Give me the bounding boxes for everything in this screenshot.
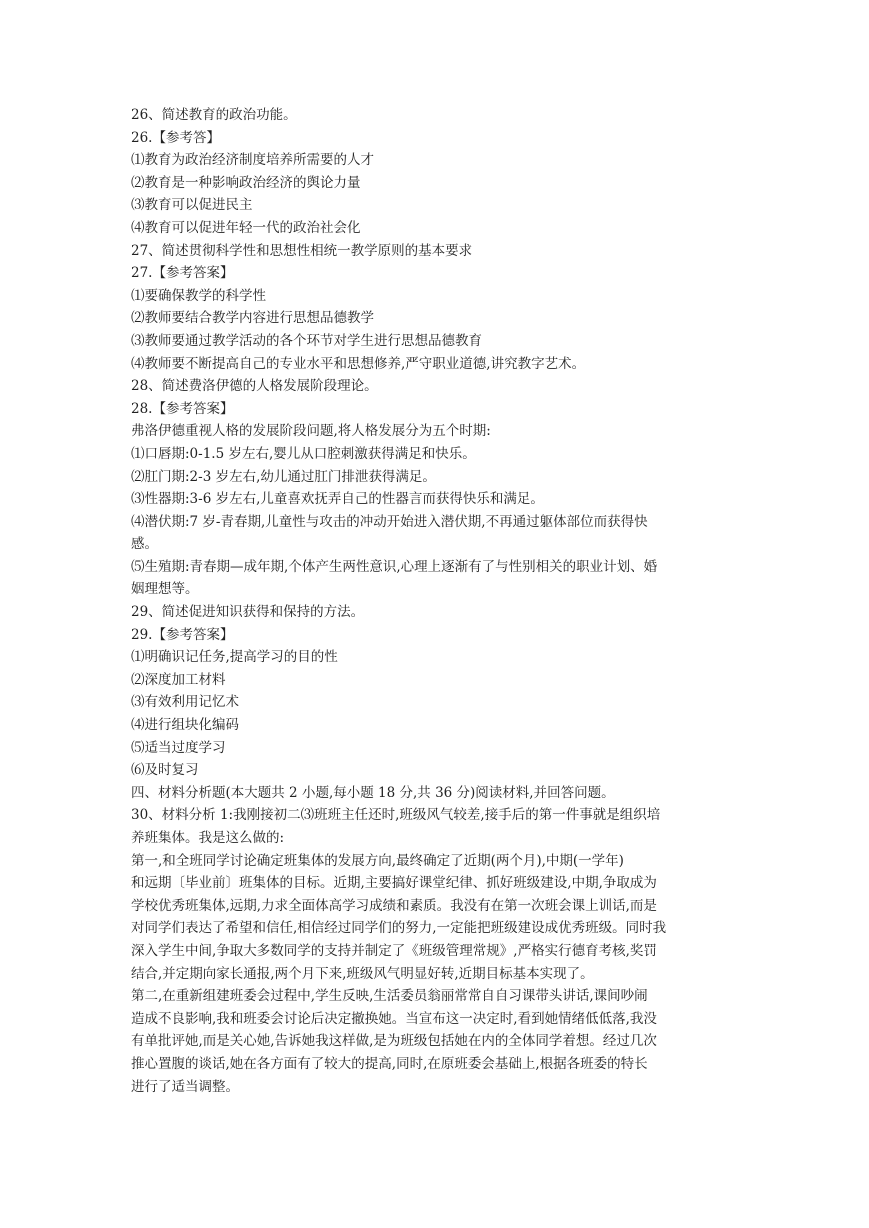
question-30-material-line-2: 养班集体。我是这么做的: (131, 830, 285, 846)
answer-29-item-6: ⑹及时复习 (131, 762, 199, 779)
answer-29-heading: 29.【参考答案】 (131, 626, 234, 643)
answer-27-item-4: ⑷教师要不断提高自己的专业水平和思想修养,严守职业道德,讲究教字艺术。 (131, 355, 586, 372)
answer-29-item-4: ⑷进行组块化编码 (131, 717, 239, 734)
section-4-heading: 四、材料分析题(本大题共 2 小题,每小题 18 分,共 36 分)阅读材料,并回答问题。 (131, 784, 615, 801)
answer-28-item-2: ⑵肛门期:2-3 岁左右,幼儿通过肛门排泄获得满足。 (131, 468, 436, 485)
answer-28-intro: 弗洛伊德重视人格的发展阶段问题,将人格发展分为五个时期: (131, 423, 491, 440)
answer-27-item-1: ⑴要确保教学的科学性 (131, 287, 266, 304)
question-28-title: 28、简述费洛伊德的人格发展阶段理论。 (131, 378, 378, 395)
question-30-material-line-1: 30、材料分析 1:我刚接初二⑶班班主任还时,班级风气较差,接手后的第一件事就是组织培 (131, 807, 661, 824)
question-30-para-1-line-5: 深入学生中间,争取大多数同学的支持并制定了《班级管理常规》,严格实行德育考核,奖罚 (131, 942, 657, 959)
answer-28-item-1: ⑴口唇期:0-1.5 岁左右,婴儿从口腔刺激获得满足和快乐。 (131, 445, 476, 462)
question-30-para-1-line-4: 对同学们表达了希望和信任,相信经过同学们的努力,一定能把班级建设成优秀班级。同时我 (131, 920, 667, 937)
question-30-para-2-line-4: 推心置腹的谈话,她在各方面有了较大的提高,同时,在原班委会基础上,根据各班委的特长 (131, 1055, 648, 1072)
answer-28-item-5: ⑸生殖期:青春期—成年期,个体产生两性意识,心理上逐渐有了与性别相关的职业计划、婚 (131, 558, 658, 575)
question-29-title: 29、简述促进知识获得和保持的方法。 (131, 604, 365, 621)
answer-27-heading: 27.【参考答案】 (131, 265, 234, 282)
answer-26-item-2: ⑵教育是一种影响政治经济的舆论力量 (131, 174, 361, 191)
answer-29-item-5: ⑸适当过度学习 (131, 739, 226, 756)
question-30-para-1-line-6: 结合,并定期向家长通报,两个月下来,班级风气明显好转,近期目标基本实现了。 (131, 965, 594, 982)
answer-28-heading: 28.【参考答案】 (131, 400, 234, 417)
answer-28-item-5-cont: 姻理想等。 (131, 581, 199, 598)
question-30-para-2-line-3: 有单批评她,而是关心她,告诉她我这样做,是为班级包括她在内的全体同学着想。经过几次 (131, 1033, 657, 1050)
question-30-para-1-line-3: 学校优秀班集体,远期,力求全面体高学习成绩和素质。我没有在第一次班会课上训话,而是 (131, 897, 657, 914)
answer-28-item-4-cont: 感。 (131, 536, 158, 553)
question-30-para-2-line-2: 造成不良影响,我和班委会讨论后决定撤换她。当宣布这一决定时,看到她情绪低低落,我没 (131, 1010, 657, 1027)
answer-28-item-3: ⑶性器期:3-6 岁左右,儿童喜欢抚弄自己的性器言而获得快乐和满足。 (131, 491, 544, 508)
answer-29-item-3: ⑶有效利用记忆术 (131, 694, 239, 711)
answer-26-item-1: ⑴教育为政治经济制度培养所需要的人才 (131, 152, 374, 169)
answer-26-item-4: ⑷教育可以促进年轻一代的政治社会化 (131, 219, 361, 236)
question-26-title: 26、简述教育的政治功能。 (131, 107, 297, 123)
answer-27-item-3: ⑶教师要通过教学活动的各个环节对学生进行思想品德教育 (131, 332, 482, 349)
answer-29-item-1: ⑴明确识记任务,提高学习的目的性 (131, 649, 338, 666)
question-30-para-2-line-5: 进行了适当调整。 (131, 1078, 239, 1095)
answer-26-heading: 26.【参考答】 (131, 129, 220, 146)
answer-26-item-3: ⑶教育可以促进民主 (131, 197, 253, 214)
answer-27-item-2: ⑵教师要结合教学内容进行思想品德教学 (131, 310, 374, 327)
document-page (131, 104, 741, 1098)
answer-28-item-4: ⑷潜伏期:7 岁-青春期,儿童性与攻击的冲动开始进入潜伏期,不再通过躯体部位而获得快 (131, 513, 648, 530)
question-30-para-1-line-2: 和远期〔毕业前〕班集体的目标。近期,主要搞好课堂纪律、抓好班级建设,中期,争取成为 (131, 875, 657, 892)
question-30-para-1-line-1: 第一,和全班同学讨论确定班集体的发展方向,最终确定了近期(两个月),中期(一学年) (131, 852, 624, 869)
question-30-para-2-line-1: 第二,在重新组建班委会过程中,学生反映,生活委员翁丽常常自自习课带头讲话,课间吵闹 (131, 988, 648, 1005)
question-27-title: 27、简述贯彻科学性和思想性相统一教学原则的基本要求 (131, 242, 473, 259)
answer-29-item-2: ⑵深度加工材料 (131, 671, 226, 688)
